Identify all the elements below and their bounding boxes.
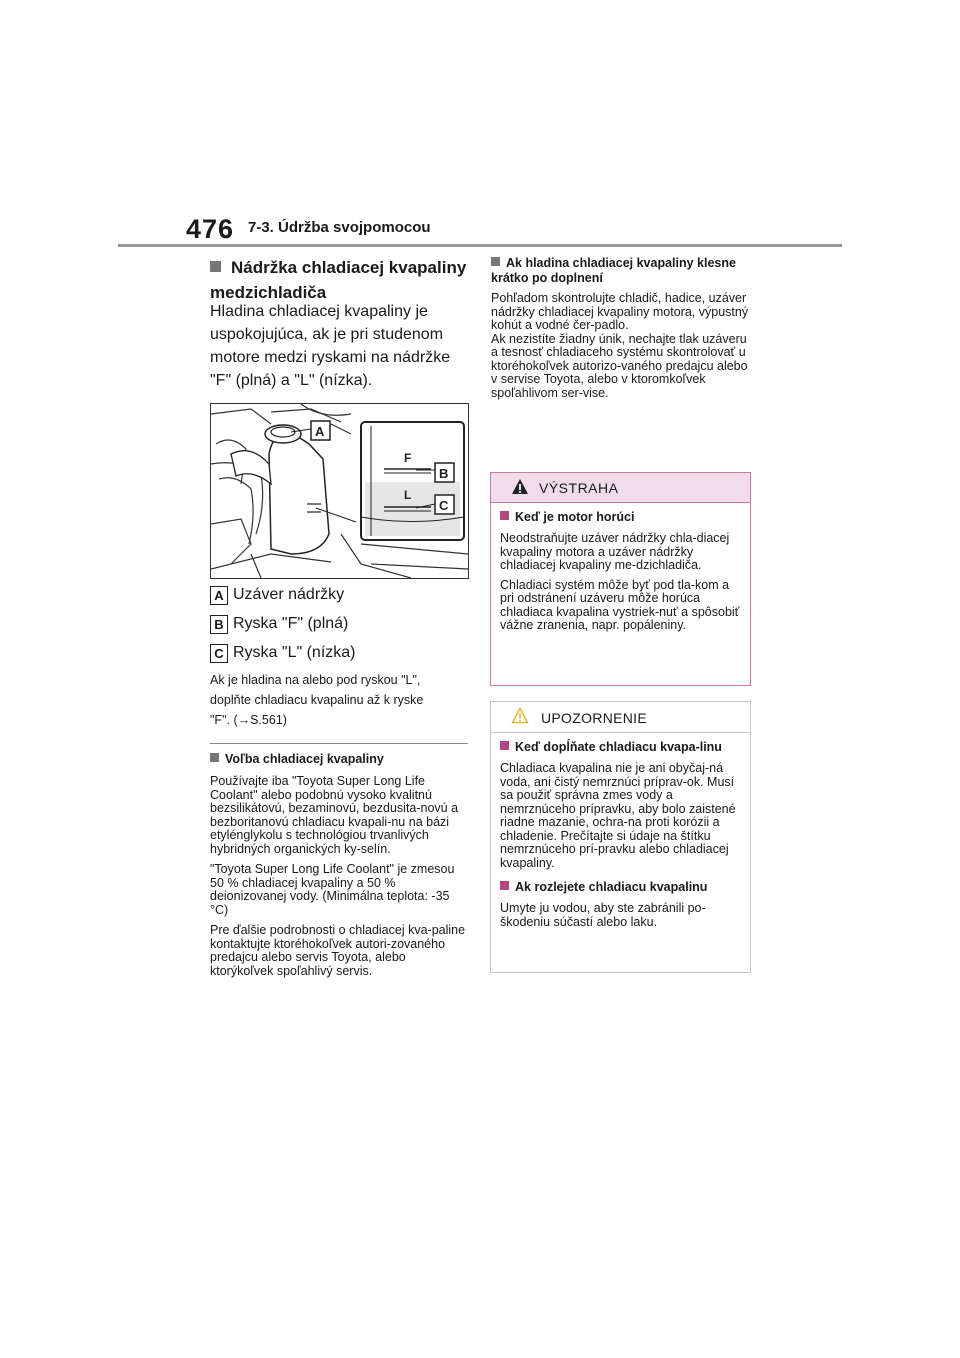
callout-b: B (439, 466, 449, 481)
section-title: 7-3. Údržba svojpomocou (248, 219, 431, 236)
mark-l-text: L (404, 488, 412, 502)
warning-title: VÝSTRAHA (539, 480, 619, 496)
mark-f-text: F (404, 451, 412, 465)
reservoir-heading-text: Nádržka chladiacej kvapaliny medzichladiča (210, 258, 467, 302)
bullet-square-icon (500, 511, 509, 520)
page-number: 476 (186, 214, 235, 244)
warning-p2: Chladiaci systém môže byť pod tla-kom a pri odstránení uzáveru môže horúca chladiaca kvapalina vystriek-nuť a spôsobiť vážne zranenia, napr. popáleniny. (500, 577, 740, 632)
callout-c: C (439, 498, 449, 513)
notice-p1: Chladiaca kvapalina nie je ani obyčaj-ná voda, ani čistý nemrznúci príprav-ok. Musí sa použiť správna zmes vody a nemrznúceho prípravku, aby bolo zaistené riadne mazanie, ochra-na proti korózii a chladenie. Prečítajte si údaje na štítku nemrznúceho prí-pravku alebo chladiacej kvapaliny. (500, 761, 736, 870)
reservoir-heading (210, 255, 470, 305)
notice-title: UPOZORNENIE (541, 710, 647, 726)
label-badge-b: B (210, 615, 228, 634)
warning-body (491, 503, 750, 633)
warning-box (490, 472, 751, 686)
label-text-a: Uzáver nádržky (233, 586, 345, 603)
bullet-square-icon (500, 741, 509, 750)
callout-a: A (315, 424, 325, 439)
coolant-choice-section (210, 752, 468, 978)
warning-heading-text: Keď je motor horúci (515, 510, 635, 524)
label-text-c: Ryska "L" (nízka) (233, 644, 356, 661)
bullet-square-icon (210, 261, 221, 272)
level-drop-p2: Ak nezistíte žiadny únik, nechajte tlak uzáveru a tesnosť chladiaceho systému skontrolovať u ktoréhokoľvek autorizo-vaného predajcu alebo v servise Toyota, alebo v ktoromkoľvek spoľahlivom ser-vise. (491, 331, 748, 400)
label-row-a (210, 585, 344, 605)
level-drop-section (491, 256, 749, 400)
coolant-choice-p2: "Toyota Super Long Life Coolant" je zmesou 50 % chladiacej kvapaliny a 50 % deionizovanej vody. (Minimálna teplota: -35 °C) (210, 862, 455, 917)
notice-p2: Umyte ju vodou, aby ste zabránili po-škodeniu súčastí alebo laku. (500, 901, 706, 929)
refill-note-line1: Ak je hladina na alebo pod ryskou "L", (210, 673, 421, 687)
coolant-choice-p3: Pre ďalšie podrobnosti o chladiacej kva-paline kontaktujte ktoréhokoľvek autori-zovaného predajcu alebo servis Toyota, alebo ktorýkoľvek spoľahlivý servis. (210, 923, 466, 978)
warning-p1: Neodstraňujte uzáver nádržky chla-diacej kvapaliny motora a uzáver nádržky chladiacej kvapaliny me-dzichladiča. (500, 531, 730, 572)
notice-header (491, 702, 750, 733)
warning-header (491, 473, 750, 503)
notice-heading-1 (500, 740, 742, 755)
notice-heading-2-text: Ak rozlejete chladiacu kvapalinu (515, 880, 708, 894)
level-drop-heading (491, 256, 749, 286)
refill-note (210, 670, 470, 730)
reservoir-intro: Hladina chladiacej kvapaliny je uspokojujúca, ak je pri studenom motore medzi ryskami na nádržke "F" (plná) a "L" (nízka). (210, 303, 451, 389)
label-badge-a: A (210, 586, 228, 605)
bullet-square-icon (210, 753, 219, 762)
label-row-c (210, 643, 356, 663)
level-drop-p1: Pohľadom skontrolujte chladič, hadice, uzáver nádržky chladiacej kvapaliny motora, výpustný kohút a vodné čer-padlo. (491, 291, 749, 332)
reservoir-figure (210, 403, 469, 579)
refill-note-line3: "F". (→S.561) (210, 713, 287, 727)
coolant-choice-heading-text: Voľba chladiacej kvapaliny (225, 752, 384, 766)
label-text-b: Ryska "F" (plná) (233, 615, 349, 632)
coolant-choice-heading (210, 752, 468, 767)
notice-heading-2 (500, 880, 742, 895)
level-drop-heading-text: Ak hladina chladiacej kvapaliny klesne krátko po doplnení (491, 256, 736, 285)
header-divider (118, 244, 842, 247)
bullet-square-icon (500, 881, 509, 890)
notice-box (490, 701, 751, 973)
caution-triangle-icon (511, 707, 529, 724)
label-badge-c: C (210, 644, 228, 663)
notice-body (491, 733, 750, 929)
bullet-square-icon (491, 257, 500, 266)
label-row-b (210, 614, 348, 634)
coolant-choice-p1: Používajte iba "Toyota Super Long Life Coolant" alebo podobnú vysoko kvalitnú bezsilikátovú, bezaminovú, bezdusita-novú a bezboritanovú chladiacu kvapali-nu na bázi etylénglykolu s technológiou trvanlivých hybridných organických ky-selín. (210, 774, 459, 856)
reservoir-illustration (211, 404, 468, 578)
refill-note-line2: doplňte chladiacu kvapalinu až k ryske (210, 693, 424, 707)
section-divider (210, 743, 468, 744)
notice-heading-1-text: Keď dopĺňate chladiacu kvapa-linu (515, 740, 722, 754)
warning-heading (500, 510, 742, 525)
warning-triangle-icon (511, 478, 529, 495)
